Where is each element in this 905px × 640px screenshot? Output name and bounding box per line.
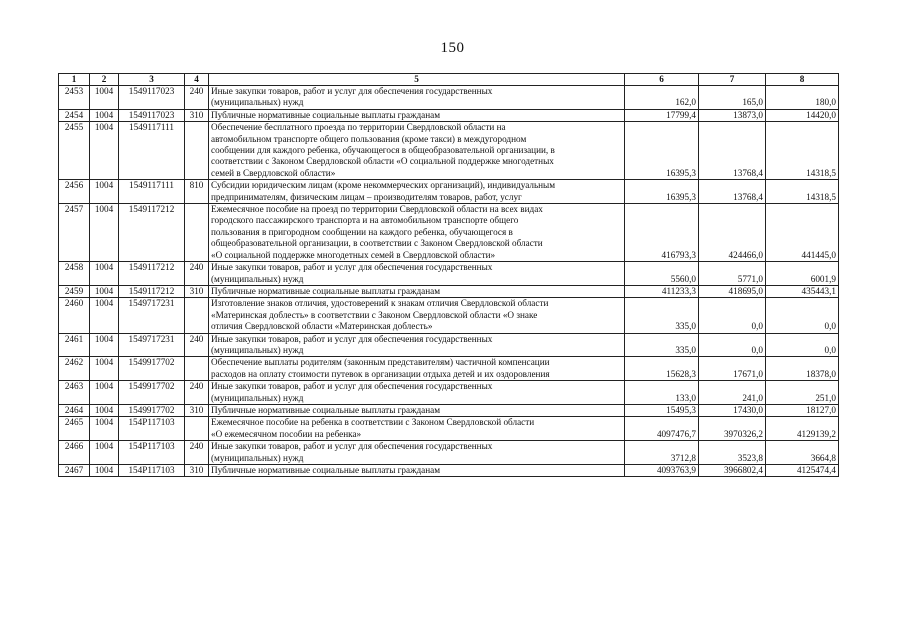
amount-year2-cell: 241,0 (699, 381, 766, 405)
description-cell: Ежемесячное пособие на проезд по территории Свердловской области на всех видах городского пассажирского транспорта и на автомобильном транспорте общего пользования в пригородном сообщении на каждого ребенка, обучающегося в общеобразовательной организации, в соответствии с Законом Свердловской области «О социальной поддержке многодетных семей в Свердловской области» (209, 204, 625, 262)
table-row (59, 298, 839, 333)
section-code-cell: 1004 (90, 333, 119, 357)
row-number-cell: 2462 (59, 357, 90, 381)
table-row (59, 122, 839, 180)
target-code-cell: 1549117023 (119, 109, 185, 121)
target-code-cell: 1549917702 (119, 404, 185, 416)
amount-year1-cell: 162,0 (625, 86, 699, 110)
amount-year1-cell: 5560,0 (625, 262, 699, 286)
header-col-6: 6 (625, 74, 699, 86)
target-code-cell: 1549717231 (119, 298, 185, 333)
section-code-cell: 1004 (90, 204, 119, 262)
expense-type-cell (185, 204, 209, 262)
expense-type-cell: 310 (185, 285, 209, 297)
amount-year3-cell: 14318,5 (766, 122, 839, 180)
header-col-7: 7 (699, 74, 766, 86)
row-number-cell: 2461 (59, 333, 90, 357)
section-code-cell: 1004 (90, 298, 119, 333)
amount-year2-cell: 13768,4 (699, 180, 766, 204)
amount-year1-cell: 335,0 (625, 333, 699, 357)
target-code-cell: 1549117111 (119, 180, 185, 204)
target-code-cell: 1549117212 (119, 285, 185, 297)
amount-year2-cell: 3966802,4 (699, 465, 766, 477)
amount-year3-cell: 251,0 (766, 381, 839, 405)
expense-type-cell: 240 (185, 381, 209, 405)
amount-year3-cell: 6001,9 (766, 262, 839, 286)
expense-type-cell: 310 (185, 465, 209, 477)
row-number-cell: 2453 (59, 86, 90, 110)
amount-year3-cell: 4125474,4 (766, 465, 839, 477)
expense-type-cell: 240 (185, 86, 209, 110)
target-code-cell: 1549917702 (119, 357, 185, 381)
section-code-cell: 1004 (90, 357, 119, 381)
header-col-5: 5 (209, 74, 625, 86)
description-cell: Публичные нормативные социальные выплаты гражданам (209, 285, 625, 297)
description-cell: Обеспечение бесплатного проезда по территории Свердловской области на автомобильном транспорте общего пользования (кроме такси) в междугородном сообщении для каждого ребенка, обучающегося в общеобразовательной организации, в соответствии с Законом Свердловской области «О социальной поддержке многодетных семей в Свердловской области» (209, 122, 625, 180)
expense-type-cell: 310 (185, 404, 209, 416)
page-number: 150 (440, 40, 465, 56)
amount-year1-cell: 15495,3 (625, 404, 699, 416)
row-number-cell: 2466 (59, 441, 90, 465)
expense-type-cell (185, 357, 209, 381)
amount-year1-cell: 16395,3 (625, 122, 699, 180)
amount-year2-cell: 13873,0 (699, 109, 766, 121)
table-row (59, 86, 839, 110)
table-row (59, 441, 839, 465)
amount-year1-cell: 416793,3 (625, 204, 699, 262)
description-cell: Иные закупки товаров, работ и услуг для обеспечения государственных (муниципальных) нужд (209, 381, 625, 405)
expense-type-cell (185, 298, 209, 333)
section-code-cell: 1004 (90, 180, 119, 204)
row-number-cell: 2458 (59, 262, 90, 286)
header-row (59, 74, 839, 86)
amount-year3-cell: 18378,0 (766, 357, 839, 381)
header-col-8: 8 (766, 74, 839, 86)
row-number-cell: 2467 (59, 465, 90, 477)
target-code-cell: 154P117103 (119, 417, 185, 441)
amount-year3-cell: 18127,0 (766, 404, 839, 416)
description-cell: Изготовление знаков отличия, удостоверений к знакам отличия Свердловской области «Материнская доблесть» в соответствии с Законом Свердловской области «О знаке отличия Свердловской области «Материнская доблесть» (209, 298, 625, 333)
description-cell: Публичные нормативные социальные выплаты гражданам (209, 465, 625, 477)
amount-year1-cell: 411233,3 (625, 285, 699, 297)
amount-year3-cell: 441445,0 (766, 204, 839, 262)
amount-year2-cell: 13768,4 (699, 122, 766, 180)
header-col-4: 4 (185, 74, 209, 86)
table-row (59, 204, 839, 262)
description-cell: Ежемесячное пособие на ребенка в соответствии с Законом Свердловской области «О ежемесячном пособии на ребенка» (209, 417, 625, 441)
amount-year1-cell: 3712,8 (625, 441, 699, 465)
expense-type-cell: 810 (185, 180, 209, 204)
table-row (59, 109, 839, 121)
section-code-cell: 1004 (90, 86, 119, 110)
section-code-cell: 1004 (90, 285, 119, 297)
row-number-cell: 2455 (59, 122, 90, 180)
amount-year2-cell: 165,0 (699, 86, 766, 110)
row-number-cell: 2459 (59, 285, 90, 297)
table-row (59, 333, 839, 357)
amount-year3-cell: 14420,0 (766, 109, 839, 121)
target-code-cell: 1549117111 (119, 122, 185, 180)
section-code-cell: 1004 (90, 122, 119, 180)
section-code-cell: 1004 (90, 109, 119, 121)
amount-year1-cell: 133,0 (625, 381, 699, 405)
target-code-cell: 154P117103 (119, 441, 185, 465)
amount-year2-cell: 418695,0 (699, 285, 766, 297)
table-body (59, 86, 839, 477)
section-code-cell: 1004 (90, 262, 119, 286)
expense-type-cell: 310 (185, 109, 209, 121)
table-row (59, 404, 839, 416)
row-number-cell: 2464 (59, 404, 90, 416)
section-code-cell: 1004 (90, 465, 119, 477)
expense-type-cell: 240 (185, 441, 209, 465)
amount-year2-cell: 0,0 (699, 298, 766, 333)
amount-year1-cell: 16395,3 (625, 180, 699, 204)
amount-year2-cell: 3523,8 (699, 441, 766, 465)
row-number-cell: 2465 (59, 417, 90, 441)
description-cell: Иные закупки товаров, работ и услуг для обеспечения государственных (муниципальных) нужд (209, 441, 625, 465)
expense-type-cell (185, 417, 209, 441)
amount-year3-cell: 180,0 (766, 86, 839, 110)
section-code-cell: 1004 (90, 441, 119, 465)
table-row (59, 357, 839, 381)
row-number-cell: 2456 (59, 180, 90, 204)
row-number-cell: 2454 (59, 109, 90, 121)
budget-table (58, 73, 839, 477)
row-number-cell: 2460 (59, 298, 90, 333)
amount-year1-cell: 4093763,9 (625, 465, 699, 477)
target-code-cell: 1549717231 (119, 333, 185, 357)
amount-year2-cell: 17671,0 (699, 357, 766, 381)
table-row (59, 180, 839, 204)
expense-type-cell: 240 (185, 262, 209, 286)
table-row (59, 417, 839, 441)
section-code-cell: 1004 (90, 417, 119, 441)
table-row (59, 262, 839, 286)
target-code-cell: 154P117103 (119, 465, 185, 477)
amount-year2-cell: 424466,0 (699, 204, 766, 262)
amount-year2-cell: 17430,0 (699, 404, 766, 416)
description-cell: Обеспечение выплаты родителям (законным представителям) частичной компенсации расходов на оплату стоимости путевок в организации отдыха детей и их оздоровления (209, 357, 625, 381)
description-cell: Публичные нормативные социальные выплаты гражданам (209, 109, 625, 121)
table-row (59, 465, 839, 477)
target-code-cell: 1549117023 (119, 86, 185, 110)
description-cell: Субсидии юридическим лицам (кроме некоммерческих организаций), индивидуальным предпринимателям, физическим лицам – производителям товаров, работ, услуг (209, 180, 625, 204)
amount-year3-cell: 0,0 (766, 298, 839, 333)
description-cell: Иные закупки товаров, работ и услуг для обеспечения государственных (муниципальных) нужд (209, 86, 625, 110)
amount-year1-cell: 15628,3 (625, 357, 699, 381)
section-code-cell: 1004 (90, 404, 119, 416)
amount-year1-cell: 17799,4 (625, 109, 699, 121)
amount-year3-cell: 14318,5 (766, 180, 839, 204)
table-row (59, 381, 839, 405)
amount-year3-cell: 0,0 (766, 333, 839, 357)
amount-year3-cell: 435443,1 (766, 285, 839, 297)
description-cell: Публичные нормативные социальные выплаты гражданам (209, 404, 625, 416)
target-code-cell: 1549917702 (119, 381, 185, 405)
target-code-cell: 1549117212 (119, 262, 185, 286)
amount-year3-cell: 3664,8 (766, 441, 839, 465)
table-row (59, 285, 839, 297)
amount-year1-cell: 335,0 (625, 298, 699, 333)
expense-type-cell (185, 122, 209, 180)
description-cell: Иные закупки товаров, работ и услуг для обеспечения государственных (муниципальных) нужд (209, 333, 625, 357)
table-header (59, 74, 839, 86)
row-number-cell: 2457 (59, 204, 90, 262)
amount-year3-cell: 4129139,2 (766, 417, 839, 441)
header-col-2: 2 (90, 74, 119, 86)
amount-year2-cell: 5771,0 (699, 262, 766, 286)
amount-year2-cell: 3970326,2 (699, 417, 766, 441)
header-col-1: 1 (59, 74, 90, 86)
section-code-cell: 1004 (90, 381, 119, 405)
target-code-cell: 1549117212 (119, 204, 185, 262)
header-col-3: 3 (119, 74, 185, 86)
row-number-cell: 2463 (59, 381, 90, 405)
expense-type-cell: 240 (185, 333, 209, 357)
amount-year1-cell: 4097476,7 (625, 417, 699, 441)
description-cell: Иные закупки товаров, работ и услуг для обеспечения государственных (муниципальных) нужд (209, 262, 625, 286)
amount-year2-cell: 0,0 (699, 333, 766, 357)
